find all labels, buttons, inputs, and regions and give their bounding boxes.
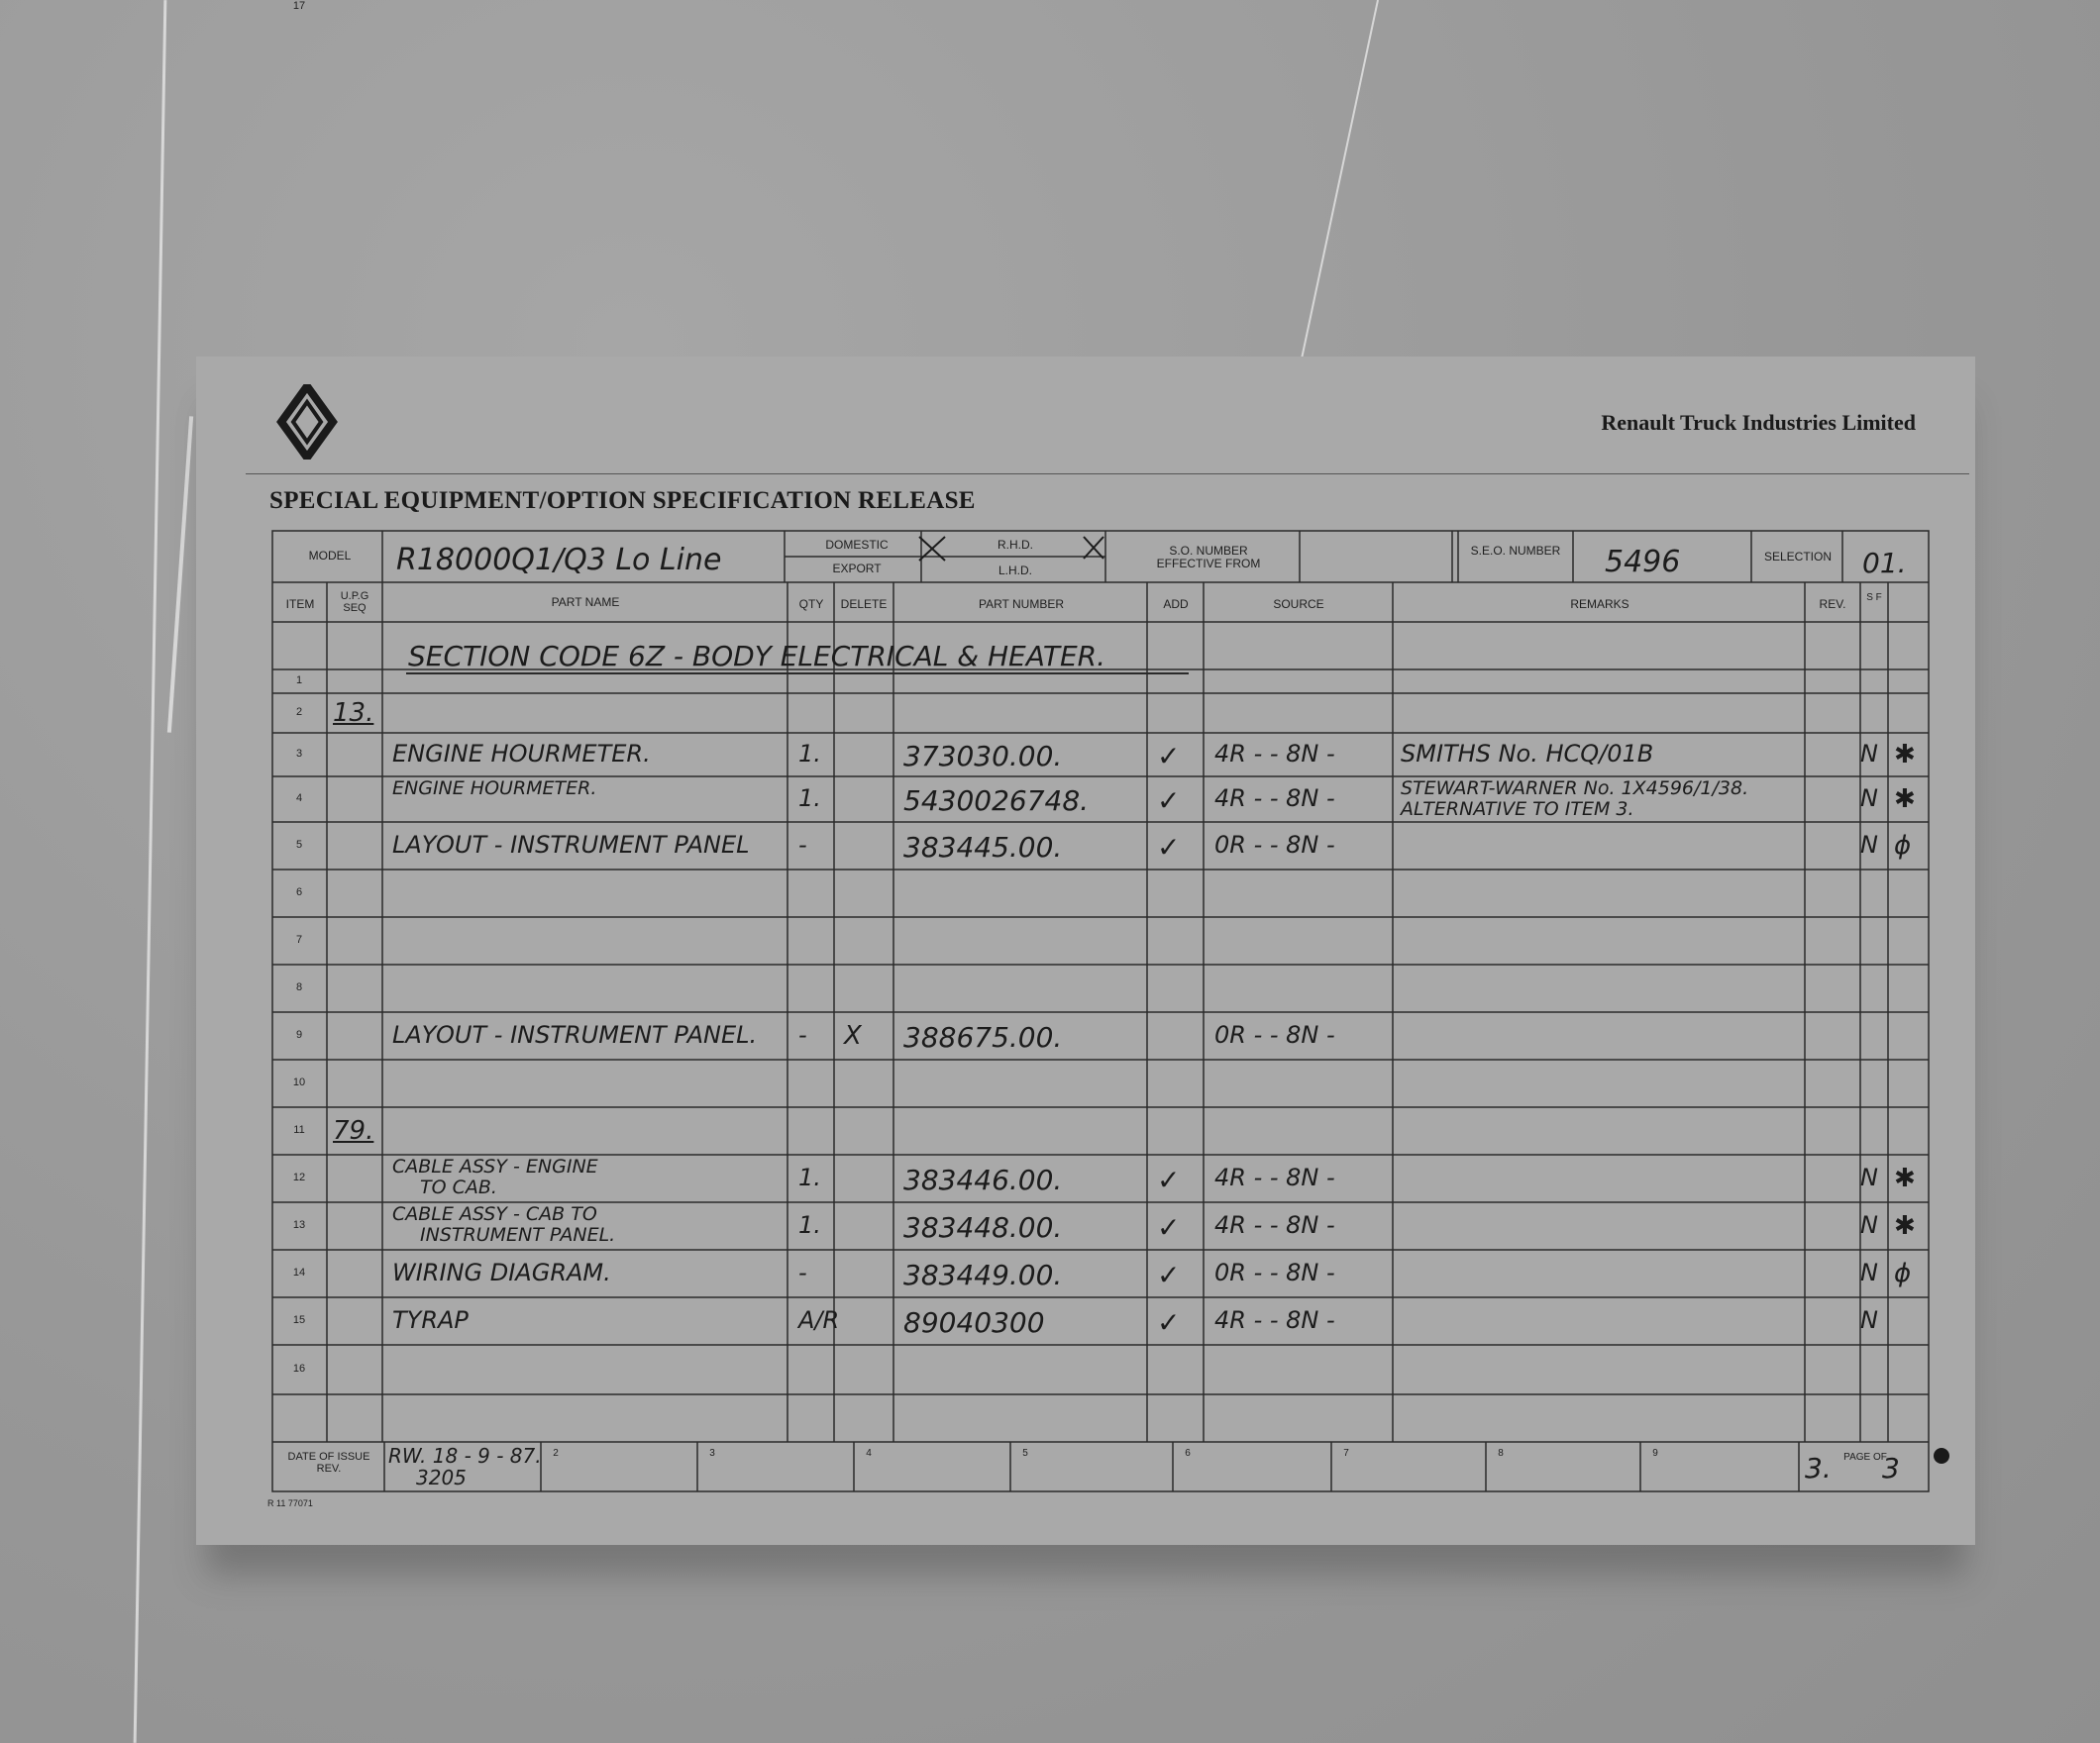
row-item-number: 1 [295,674,303,686]
row-item-number: 5 [295,839,303,851]
row-name: LAYOUT - INSTRUMENT PANEL [392,831,750,859]
date-of-issue-label: DATE OF ISSUE REV. [287,1451,370,1475]
row-qty: - [798,1021,807,1049]
footer-cell-number: 8 [1498,1448,1504,1459]
row-add: ✓ [1157,784,1181,817]
page-total: 3 [1882,1452,1900,1485]
page-of-label: PAGE OF [1843,1452,1887,1463]
row-item-number: 9 [295,1029,303,1041]
rhd-label: R.H.D. [998,538,1033,552]
col-sf: S F [1866,592,1882,603]
row-item-number: 13 [292,1219,306,1231]
row-pn: 383445.00. [903,831,1063,864]
row-add: ✓ [1157,1164,1181,1196]
row-item-number: 6 [295,886,303,898]
row-src: 4R - - 8N - [1214,1306,1335,1334]
row-src: 4R - - 8N - [1214,1164,1335,1191]
row-rev: N [1860,1306,1878,1334]
row-item-number: 7 [295,934,303,946]
row-name-line2: TO CAB. [420,1177,497,1198]
row-item-number: 11 [293,1124,305,1136]
row-flag: ϕ [1894,831,1912,861]
row-rem: STEWART-WARNER No. 1X4596/1/38. [1401,777,1749,799]
row-rem: SMITHS No. HCQ/01B [1401,740,1654,768]
row-upg: 13. [333,698,374,728]
col-upg-seq: U.P.G SEQ [340,590,369,614]
company-name: Renault Truck Industries Limited [1601,410,1916,435]
row-item-number: 2 [295,706,303,718]
lhd-label: L.H.D. [998,564,1032,577]
model-label: MODEL [308,549,352,563]
row-pn: 89040300 [903,1306,1045,1339]
row-item-number: 16 [292,1363,306,1375]
form-title: SPECIAL EQUIPMENT/OPTION SPECIFICATION RELEASE [269,487,976,514]
row-item-number: 15 [292,1314,306,1326]
col-delete: DELETE [840,597,888,611]
so-number-label: S.O. NUMBER [1169,544,1248,558]
row-qty: 1. [798,784,821,812]
row-pn: 388675.00. [903,1021,1063,1054]
row-name: LAYOUT - INSTRUMENT PANEL. [392,1021,758,1049]
row-src: 4R - - 8N - [1214,784,1335,812]
row-item-number: 3 [295,748,303,760]
row-pn: 5430026748. [903,784,1090,817]
row-qty: - [798,831,807,859]
row-add: ✓ [1157,831,1181,864]
row-name: CABLE ASSY - CAB TO [392,1203,597,1225]
row-item-number: 8 [295,981,303,993]
issue-1-ref: 3205 [416,1466,467,1489]
row-item-number: 4 [295,792,303,804]
row-rev: N [1860,1259,1878,1286]
row-item-number: 14 [292,1267,306,1279]
col-remarks: REMARKS [1570,597,1629,611]
row-flag: ✱ [1894,740,1916,769]
col-rev: REV. [1819,597,1846,611]
footer-cell-number: 2 [553,1448,559,1459]
col-part-number: PART NUMBER [978,597,1064,611]
row-flag: ✱ [1894,1211,1916,1241]
footer-cell-number: 9 [1652,1448,1658,1459]
col-add: ADD [1163,597,1189,611]
row-name: CABLE ASSY - ENGINE [392,1156,598,1178]
row-pn: 383448.00. [903,1211,1063,1244]
page-current: 3. [1805,1452,1832,1485]
row-name-line2: INSTRUMENT PANEL. [420,1224,616,1246]
row-rev: N [1860,1164,1878,1191]
effective-from-label: EFFECTIVE FROM [1156,557,1261,570]
seo-number-value: 5496 [1605,545,1681,579]
row-add: ✓ [1157,1211,1181,1244]
issue-1-value: RW. 18 - 9 - 87. [388,1444,542,1468]
row-item-number: 12 [292,1172,306,1183]
footer-cell-number: 5 [1022,1448,1028,1459]
row-name: TYRAP [392,1306,469,1334]
row-qty: A/R [798,1306,840,1334]
export-label: EXPORT [832,562,882,575]
row-rev: N [1860,784,1878,812]
row-add: ✓ [1157,1259,1181,1291]
row-del: X [844,1021,862,1051]
row-flag: ✱ [1894,784,1916,814]
row-src: 0R - - 8N - [1214,1021,1335,1049]
row-flag: ϕ [1894,1259,1912,1288]
form-code: R 11 77071 [267,1498,313,1508]
footer-cell-number: 3 [709,1448,715,1459]
section-heading: SECTION CODE 6Z - BODY ELECTRICAL & HEATER. [408,640,1106,672]
row-src: 4R - - 8N - [1214,740,1335,768]
row-src: 0R - - 8N - [1214,831,1335,859]
col-source: SOURCE [1273,597,1324,611]
row-upg: 79. [333,1116,374,1146]
col-qty: QTY [798,597,824,611]
row-name: ENGINE HOURMETER. [392,777,597,799]
col-part-name: PART NAME [551,595,620,609]
row-qty: - [798,1259,807,1286]
domestic-label: DOMESTIC [825,538,889,552]
row-name: WIRING DIAGRAM. [392,1259,611,1286]
row-rev: N [1860,740,1878,768]
selection-label: SELECTION [1763,550,1832,564]
row-pn: 383446.00. [903,1164,1063,1196]
row-add: ✓ [1157,740,1181,772]
footer-cell-number: 7 [1343,1448,1349,1459]
row-qty: 1. [798,1164,821,1191]
row-qty: 1. [798,740,821,768]
row-rev: N [1860,1211,1878,1239]
form-sheet [196,357,1975,1545]
row-rem-line2: ALTERNATIVE TO ITEM 3. [1401,798,1634,820]
seo-number-label: S.E.O. NUMBER [1470,544,1561,558]
row-flag: ✱ [1894,1164,1916,1193]
row-qty: 1. [798,1211,821,1239]
row-add: ✓ [1157,1306,1181,1339]
footer-cell-number: 6 [1185,1448,1191,1459]
row-pn: 383449.00. [903,1259,1063,1291]
row-src: 4R - - 8N - [1214,1211,1335,1239]
row-item-number: 17 [292,0,306,12]
col-item: ITEM [285,597,315,611]
row-item-number: 10 [292,1077,306,1088]
title-rule [246,473,1969,474]
row-src: 0R - - 8N - [1214,1259,1335,1286]
renault-diamond-logo [275,384,339,460]
row-rev: N [1860,831,1878,859]
model-value: R18000Q1/Q3 Lo Line [396,543,722,577]
row-pn: 373030.00. [903,740,1063,772]
row-name: ENGINE HOURMETER. [392,740,651,768]
selection-value: 01. [1862,547,1907,579]
footer-cell-number: 4 [866,1448,872,1459]
